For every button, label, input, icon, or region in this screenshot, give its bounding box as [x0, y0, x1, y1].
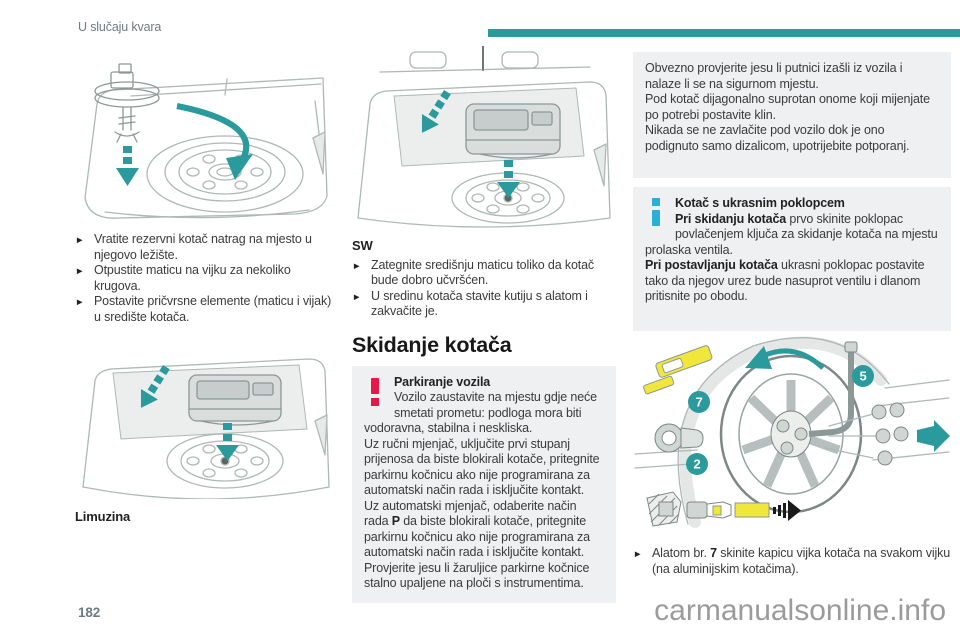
warning-exclamation-icon: [368, 377, 386, 407]
cap-removal-tool-drawing: [655, 345, 713, 378]
bullet-arrow-icon: ►: [352, 260, 362, 272]
warning-box-title: Parkiranje vozila: [394, 374, 491, 389]
middle-column: [352, 46, 616, 603]
illustration-sw-trunk-toolbox: [352, 46, 616, 232]
illustration-wheel-removal-tools: [633, 336, 951, 536]
page-header-title: U slučaju kvara: [78, 20, 162, 34]
bullet-arrow-icon: ►: [75, 297, 85, 308]
section-title: Skidanje kotača: [352, 332, 512, 357]
illustration-caption-sw: SW: [352, 238, 373, 253]
warning-box: [352, 366, 616, 603]
list-item-text: Alatom br. 7 skinite kapicu vijka kotača na svakom vijku (na aluminijskim kotačima).: [652, 546, 951, 576]
bullet-arrow-icon: ►: [352, 291, 362, 303]
list-item-text: U sredinu kotača stavite kutiju s alatom i zakvačite je.: [371, 288, 588, 318]
list-item-text: Vratite rezervni kotač natrag na mjesto u njegovo ležište.: [94, 232, 312, 262]
bullet-arrow-icon: ►: [75, 235, 85, 246]
list-item: [75, 263, 339, 294]
list-item-text: Postavite pričvrsne elemente (maticu i vijak) u središte kotača.: [94, 294, 332, 324]
page-number: 182: [78, 605, 101, 620]
list-item: [75, 232, 339, 263]
info-box: [633, 187, 951, 331]
bullet-arrow-icon: ►: [633, 549, 643, 560]
illustration-sedan-spare-wheel-stow: [75, 46, 339, 228]
down-arrow-icon: [116, 146, 139, 186]
note-paragraph: Pod kotač dijagonalno suprotan onome koji mijenjate po potrebi postavite klin.: [645, 92, 930, 122]
watermark-text: carmanualsonline.info: [654, 594, 946, 627]
safety-note-box: [633, 52, 951, 178]
list-item: [75, 294, 339, 325]
note-paragraph: Nikada se ne zavlačite pod vozilo dok je ono podignuto samo dizalicom, upotrijebite potporanj.: [645, 123, 910, 153]
clamp-tool-drawing: [95, 64, 159, 142]
list-item: [352, 289, 616, 320]
info-paragraph: Pri postavljanju kotača ukrasni poklopac postavite tako da njegov urez bude nasuprot ventilu i dlanom pritisnite po obodu.: [645, 258, 925, 303]
bold-gear-mode-p: P: [391, 514, 400, 528]
list-item-text: Zategnite središnju maticu toliko da kotač bude dobro učvršćen.: [371, 257, 594, 287]
list-item-text: Otpustite maticu na vijku za nekoliko krugova.: [94, 263, 291, 293]
header-accent-bar: [488, 29, 960, 37]
socket-adapter-drawing: [655, 424, 703, 452]
middle-instruction-list: [352, 258, 616, 320]
right-arrow-icon: [917, 420, 950, 452]
badge-2-number: 2: [693, 456, 701, 472]
removed-bolts: [872, 403, 908, 465]
list-item: [352, 258, 616, 289]
warning-paragraph: Uz automatski mjenjač, odaberite način rada P da biste blokirali kotače, pritegnite parkirnu kočnicu ako nije programirana za automatski način rada i isključite kontakt.: [364, 498, 590, 559]
warning-paragraph: Uz ručni mjenjač, uključite prvi stupanj prijenosa da biste blokirali kotače, pritegnite parkirnu kočnicu ako nije programirana za automatski način rada i isključite kontakt.: [364, 436, 600, 497]
badge-5-number: 5: [859, 368, 867, 384]
info-box-title: Kotač s ukrasnim poklopcem: [675, 196, 845, 210]
warning-paragraph: Provjerite jesu li žaruljice parkirne kočnice stalno upaljene na ploči s instrumentima.: [364, 560, 590, 590]
warning-paragraph: Vozilo zaustavite na mjestu gdje neće smetati prometu: podloga mora biti vodoravna, stabilna i neskliska.: [364, 390, 597, 435]
badge-7-number: 7: [695, 394, 703, 410]
illustration-sedan-trunk-toolbox: [75, 331, 339, 499]
left-column: [75, 46, 339, 525]
final-instruction: [633, 546, 951, 577]
note-paragraph: Obvezno provjerite jesu li putnici izašli iz vozila i nalaze li se na sigurnom mjestu.: [645, 61, 903, 91]
toolbox-drawing: [189, 375, 281, 425]
left-instruction-list: [75, 232, 339, 325]
bullet-arrow-icon: ►: [75, 266, 85, 277]
toolbox-drawing: [466, 104, 560, 158]
right-column: [633, 52, 951, 577]
illustration-caption-limuzina: Limuzina: [75, 509, 131, 524]
info-paragraph: Pri skidanju kotača prvo skinite poklopac povlačenjem ključa za skidanje kotača na mjestu prolaska ventila.: [645, 211, 938, 257]
info-icon: [649, 198, 667, 228]
